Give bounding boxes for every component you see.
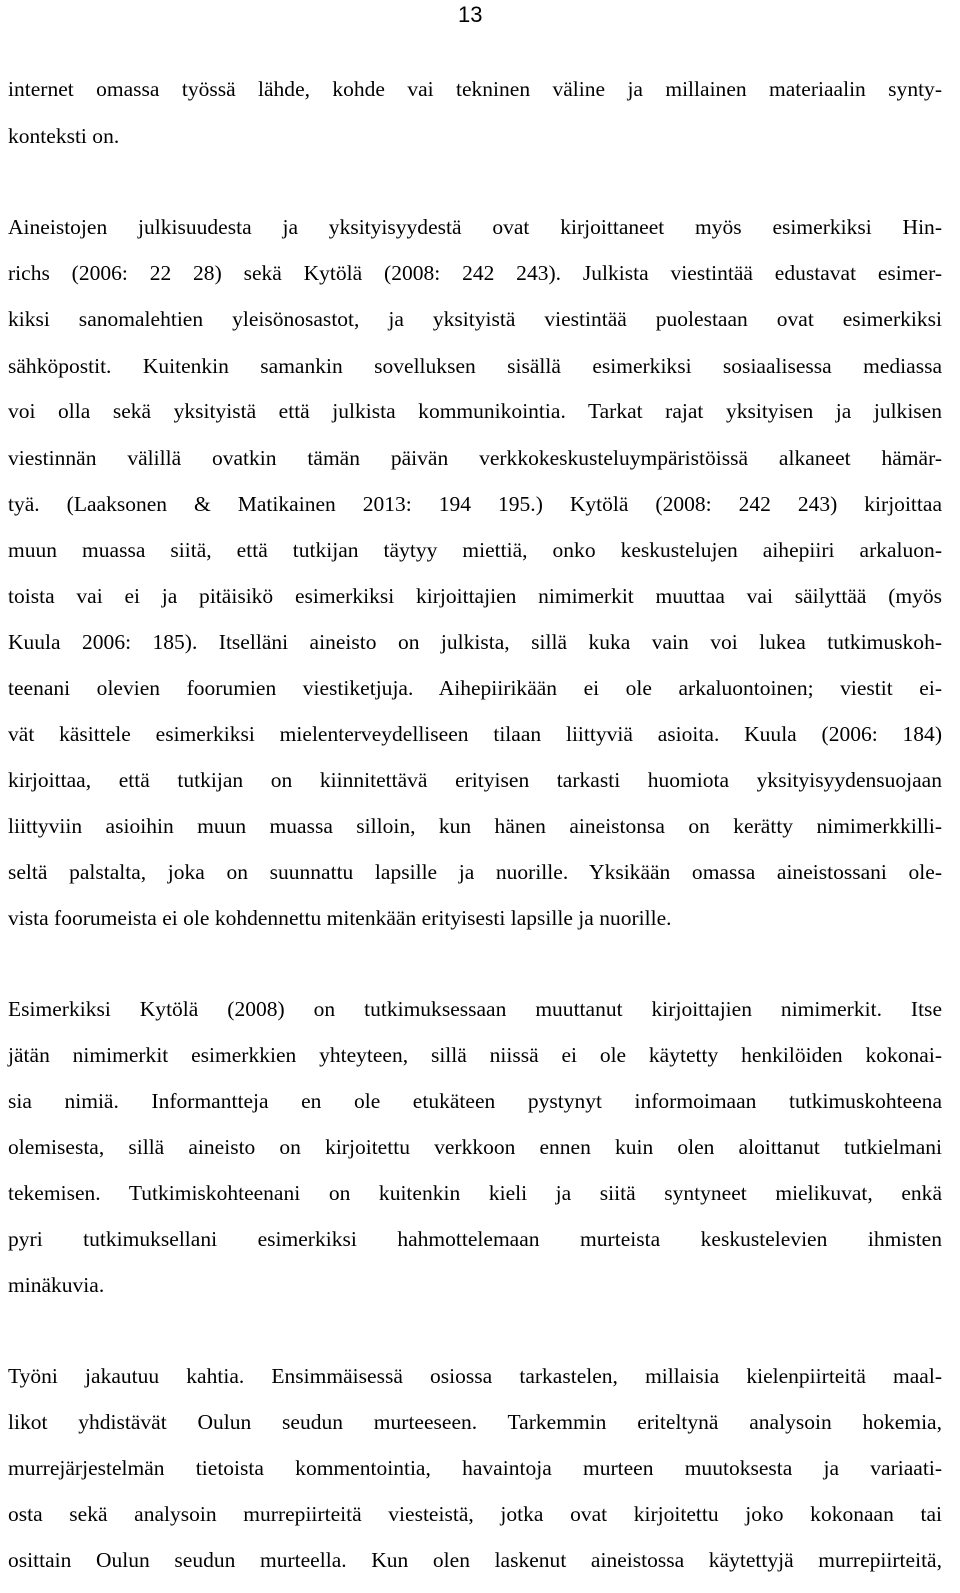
- text-line: vista foorumeista ei ole kohdennettu mitenkään erityisesti lapsille ja nuorille.: [8, 906, 672, 930]
- text-line: osta sekä analysoin murrepiirteitä viesteistä, jotka ovat kirjoitettu joko kokonaan tai: [8, 1502, 942, 1526]
- text-line: kiksi sanomalehtien yleisönosastot, ja yksityistä viestintää puolestaan ovat esimerkiksi: [8, 307, 942, 331]
- text-line: minäkuvia.: [8, 1273, 105, 1297]
- text-line: tekemisen. Tutkimiskohteenani on kuitenkin kieli ja siitä syntyneet mielikuvat, enkä: [8, 1181, 942, 1205]
- text-line: Kuula 2006: 185). Itselläni aineisto on julkista, sillä kuka vain voi lukea tutkimuskoh-: [8, 630, 942, 654]
- text-line: Aineistojen julkisuudesta ja yksityisyydestä ovat kirjoittaneet myös esimerkiksi Hin-: [8, 215, 942, 239]
- text-line: liittyviin asioihin muun muassa silloin, kun hänen aineistonsa on kerätty nimimerkkilli-: [8, 814, 942, 838]
- text-line: pyri tutkimuksellani esimerkiksi hahmottelemaan murteista keskustelevien ihmisten: [8, 1227, 942, 1251]
- text-line: viestinnän välillä ovatkin tämän päivän verkkokeskusteluympäristöissä alkaneet hämär-: [8, 446, 942, 470]
- text-line: olemisesta, sillä aineisto on kirjoitettu verkkoon ennen kuin olen aloittanut tutkielmani: [8, 1135, 942, 1159]
- text-line: jätän nimimerkit esimerkkien yhteyteen, sillä niissä ei ole käytetty henkilöiden kokonai-: [8, 1043, 942, 1067]
- text-line: murrejärjestelmän tietoista kommentointia, havaintoja murteen muutoksesta ja variaati-: [8, 1456, 942, 1480]
- text-line: seltä palstalta, joka on suunnattu lapsille ja nuorille. Yksikään omassa aineistossani ole-: [8, 860, 942, 884]
- text-line: vät käsittele esimerkiksi mielenterveydelliseen tilaan liittyviä asioita. Kuula (2006: 184): [8, 722, 942, 746]
- text-line: toista vai ei ja pitäisikö esimerkiksi kirjoittajien nimimerkit muuttaa vai säilyttää (myös: [8, 584, 942, 608]
- text-line: teenani olevien foorumien viestiketjuja. Aihepiirikään ei ole arkaluontoinen; viestit ei-: [8, 676, 942, 700]
- text-line: internet omassa työssä lähde, kohde vai tekninen väline ja millainen materiaalin synty-: [8, 77, 942, 101]
- text-line: sähköpostit. Kuitenkin samankin sovelluksen sisällä esimerkiksi sosiaalisessa mediassa: [8, 354, 942, 378]
- text-line: konteksti on.: [8, 124, 120, 148]
- text-line: Esimerkiksi Kytölä (2008) on tutkimuksessaan muuttanut kirjoittajien nimimerkit. Itse: [8, 997, 942, 1021]
- text-line: likot yhdistävät Oulun seudun murteeseen. Tarkemmin eriteltynä analysoin hokemia,: [8, 1410, 942, 1434]
- text-line: kirjoittaa, että tutkijan on kiinnitettävä erityisen tarkasti huomiota yksityisyydensuojaan: [8, 768, 942, 792]
- text-line: Työni jakautuu kahtia. Ensimmäisessä osiossa tarkastelen, millaisia kielenpiirteitä maal-: [8, 1364, 942, 1388]
- page-number: 13: [458, 2, 483, 27]
- text-line: tyä. (Laaksonen & Matikainen 2013: 194 195.) Kytölä (2008: 242 243) kirjoittaa: [8, 492, 942, 516]
- text-line: richs (2006: 22 28) sekä Kytölä (2008: 242 243). Julkista viestintää edustavat esimer-: [8, 261, 942, 285]
- text-line: osittain Oulun seudun murteella. Kun olen laskenut aineistossa käytettyjä murrepiirteitä,: [8, 1548, 942, 1572]
- text-line: sia nimiä. Informantteja en ole etukäteen pystynyt informoimaan tutkimuskohteena: [8, 1089, 942, 1113]
- text-line: voi olla sekä yksityistä että julkista kommunikointia. Tarkat rajat yksityisen ja julkisen: [8, 399, 942, 423]
- text-line: muun muassa siitä, että tutkijan täytyy miettiä, onko keskustelujen aihepiiri arkaluon-: [8, 538, 942, 562]
